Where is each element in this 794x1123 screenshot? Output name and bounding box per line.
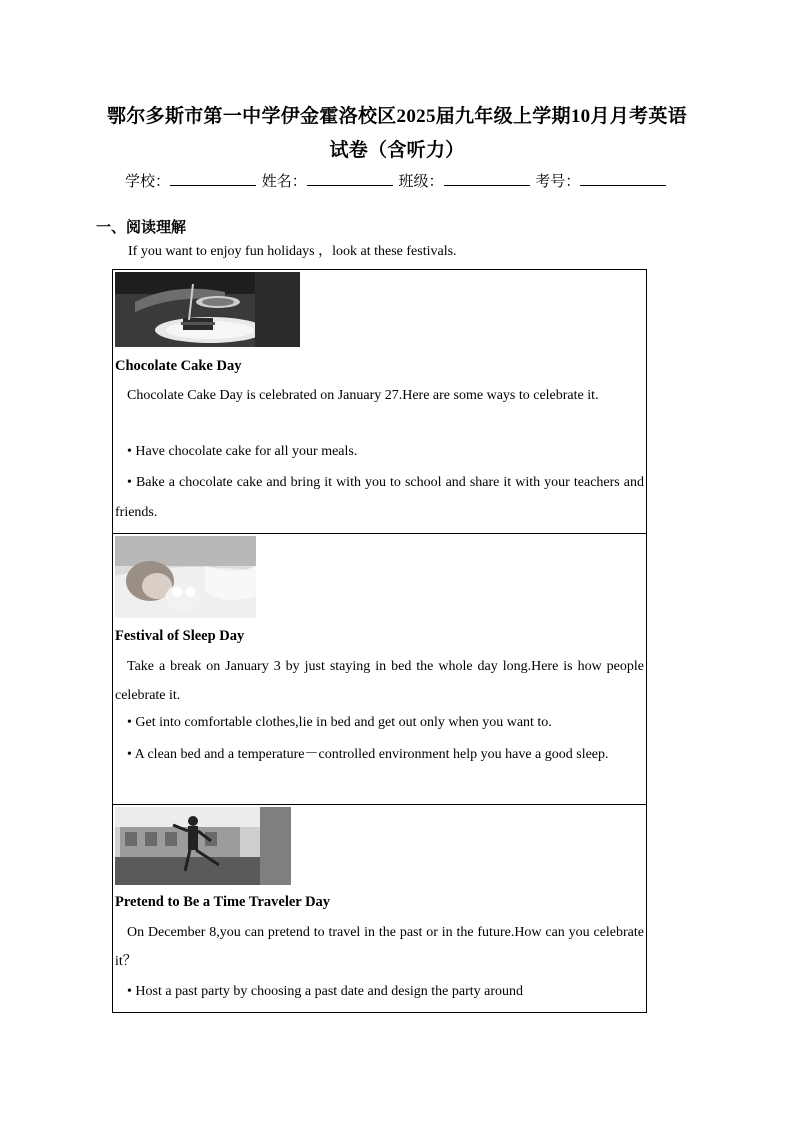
class-blank[interactable] (444, 173, 530, 186)
section-heading: 一、阅读理解 (96, 220, 187, 236)
sleeping-child-photo (115, 536, 256, 618)
festival-bullet: • Get into comfortable clothes,lie in bed and get out only when you want to. (127, 715, 552, 730)
chocolate-cake-photo (115, 272, 300, 347)
exam-title-line2: 试卷（含听力） (329, 140, 465, 161)
festival-text: Chocolate Cake Day is celebrated on January 27.Here are some ways to celebrate it. (127, 388, 599, 403)
festival-bullet: • A clean bed and a temperature－controlled environment help you have a good sleep. (127, 747, 609, 762)
festival-cell-time-traveler (113, 804, 646, 1013)
festival-table (112, 269, 647, 1013)
exam-title (60, 100, 734, 168)
exam-title-line1: 鄂尔多斯市第一中学伊金霍洛校区2025届九年级上学期10月月考英语 (107, 106, 687, 127)
name-label: 姓名： (261, 174, 307, 190)
festival-cell-sleep (113, 533, 646, 805)
festival-bullet: • Have chocolate cake for all your meals. (127, 444, 358, 459)
name-blank[interactable] (307, 173, 393, 186)
school-label: 学校： (125, 174, 171, 190)
festival-text: On December 8,you can pretend to travel in the past or in the future.How can you celebrate it？ (115, 925, 644, 969)
street-performer-photo (115, 807, 291, 885)
festival-bullet: • Host a past party by choosing a past date and design the party around (127, 984, 524, 999)
festival-cell-chocolate (113, 270, 646, 533)
festival-text: Take a break on January 3 by just staying in bed the whole day long.Here is how people celebrate it. (115, 659, 644, 703)
festival-name: Pretend to Be a Time Traveler Day (115, 894, 331, 910)
school-blank[interactable] (170, 173, 256, 186)
class-label: 班级： (398, 174, 444, 190)
section-intro: If you want to enjoy fun holidays ，look at these festivals. (128, 244, 457, 259)
festival-name: Festival of Sleep Day (115, 628, 245, 644)
exam-number-blank[interactable] (580, 173, 666, 186)
student-info-row (125, 170, 668, 191)
festival-name: Chocolate Cake Day (115, 358, 242, 374)
festival-bullet: • Bake a chocolate cake and bring it with you to school and share it with your teachers and friends. (115, 475, 644, 520)
exam-number-label: 考号： (535, 174, 581, 190)
